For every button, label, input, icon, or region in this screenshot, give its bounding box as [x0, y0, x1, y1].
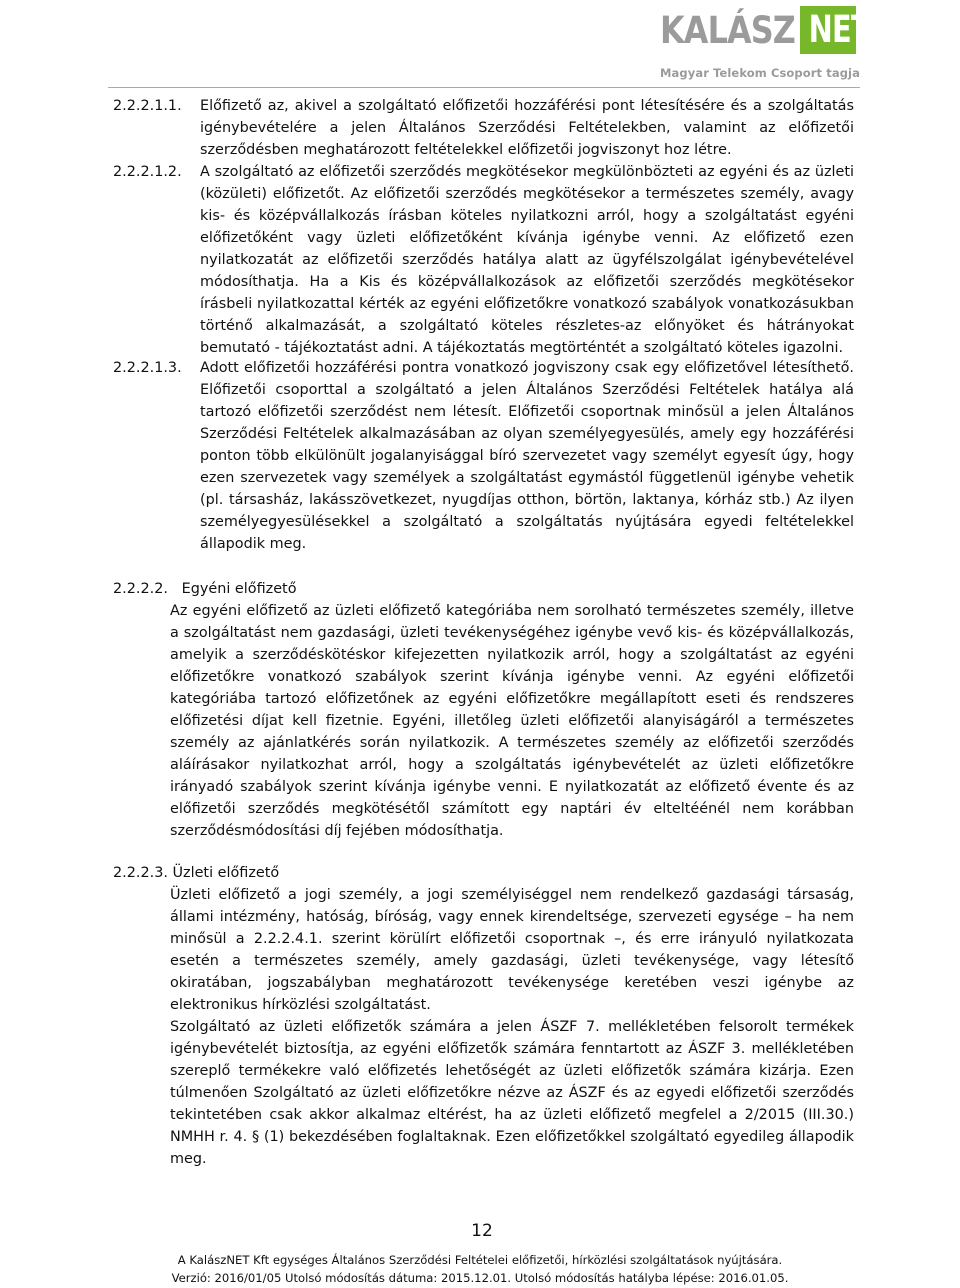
- header-divider: [108, 87, 860, 88]
- page-number: 12: [471, 1221, 493, 1241]
- footer-line-title: A KalászNET Kft egységes Általános Szerződési Feltételei előfizetői, hírközlési szolgáltatások nyújtására.: [177, 1253, 783, 1267]
- section-heading-uzleti: 2.2.2.3. Üzleti előfizető: [113, 865, 280, 881]
- section-number: 2.2.2.1.1.: [113, 98, 182, 114]
- logo-tagline: Magyar Telekom Csoport tagja: [660, 66, 860, 80]
- logo-net-label: NET: [808, 8, 870, 51]
- section-paragraph: Az egyéni előfizető az üzleti előfizető kategóriába nem sorolható természetes személy, illetve a szolgáltatást nem gazdasági, üzleti tevékenységéhez igénybe vevő kis- és középvállalkozás, amelyik a szerződéskötéskor kifejezetten nyilatkozik arról, hogy a szolgáltatást az egyéni előfizetőkre vonatkozó szabályok szerint kívánja igénybe venni. Az egyéni előfizetői kategóriába tartozó előfizetőnek az egyéni előfizetőkre megállapított eseti és rendszeres előfizetési díjat kell fizetnie. Egyéni, illetőleg üzleti előfizetői alanyiságáról a természetes személy az ajánlatkérés során nyilatkozik. A természetes személy az előfizetői szerződés aláírásakor nyilatkozhat arról, hogy a szolgáltatás igénybevételét az üzleti előfizetőkre irányadó szabályok szerint kívánja igénybe venni. E nyilatkozatát az előfizető évente és az előfizetői szerződés megkötésétől számított egy naptári év elteltéénél nem korábban szerződésmódosítási díj fejében módosíthatja.: [170, 603, 854, 839]
- section-paragraph: A szolgáltató az előfizetői szerződés megkötésekor megkülönbözteti az egyéni és az üzleti (közületi) előfizetőt. Az előfizetői szerződés megkötésekor a természetes személy, avagy kis- és középvállalkozás írásban köteles nyilatkozni arról, hogy a szolgáltatást egyéni előfizetőként vagy üzleti előfizetőként kívánja igénybe venni. Az előfizető ezen nyilatkozatát az előfizetői szerződés hatálya alatt az ügyfélszolgálat igénybevételével módosíthatja. Ha a Kis és középvállalkozások az előfizetői szerződés megkötésekor írásbeli nyilatkozattal kérték az egyéni előfizetőkre vonatkozó szabályok vonatkozásukban történő alkalmazását, a szolgáltató köteles részletes-az előnyöket és hátrányokat bemutató - tájékoztatást adni. A tájékoztatás megtörténtét a szolgáltató köteles igazolni.: [200, 164, 854, 356]
- logo-word-net: [800, 6, 870, 54]
- section-paragraph: Előfizető az, akivel a szolgáltató előfizetői hozzáférési pont létesítésére és a szolgáltatás igénybevételére a jelen Általános Szerződési Feltételekben, valamint az előfizetői szerződésben meghatározott feltételekkel előfizetői jogviszonyt hoz létre.: [200, 98, 854, 158]
- logo-word-kalasz: KALÁSZ: [660, 9, 796, 52]
- section-paragraph: Szolgáltató az üzleti előfizetők számára a jelen ÁSZF 7. mellékletében felsorolt termékek igénybevételét biztosítja, az egyéni előfizetők számára fenntartott az ÁSZF 3. mellékletében szereplő termékekre való előfizetés lehetőségét az üzleti előfizetők számára kizárja. Ezen túlmenően Szolgáltató az üzleti előfizetőkre nézve az ÁSZF és az egyedi előfizetői szerződés tekintetében csak akkor alkalmaz eltérést, ha az üzleti előfizető megfelel a 2/2015 (III.30.) NMHH r. 4. § (1) bekezdésében foglaltaknak. Ezen előfizetőkkel szolgáltató egyedileg állapodik meg.: [170, 1019, 854, 1167]
- section-paragraph: Üzleti előfizető a jogi személy, a jogi személyiséggel nem rendelkező gazdasági társaság, állami intézmény, hatóság, bíróság, vagy ennek kirendeltsége, szervezeti egysége – ha nem minősül a 2.2.2.4.1. szerint körülírt előfizetői csoportnak –, és erre irányuló nyilatkozata esetén a természetes személy, amely gazdasági, üzleti tevékenysége, vagy létesítő okiratában, jogszabályban meghatározott tevékenysége keretében veszi igénybe az elektronikus hírközlési szolgáltatást.: [170, 887, 854, 1013]
- section-paragraph: Adott előfizetői hozzáférési pontra vonatkozó jogviszony csak egy előfizetővel létesíthető. Előfizetői csoporttal a szolgáltató a jelen Általános Szerződési Feltételek hatálya alá tartozó előfizetői szerződést nem létesít. Előfizetői csoportnak minősül a jelen Általános Szerződési Feltételek alkalmazásában az olyan személyegyesülés, amely egy hozzáférési ponton több elkülönült jogalanyisággal bíró szervezetet vagy személyt egyesít úgy, hogy ezen szervezetek vagy személyek a szolgáltatást egymástól függetlenül igénybe vehetik (pl. társasház, lakásszövetkezet, nyugdíjas otthon, börtön, laktanya, kórház stb.) Az ilyen személyegyesülésekkel a szolgáltató a szolgáltatás nyújtására egyedi feltételekkel állapodik meg.: [200, 360, 854, 552]
- section-heading-egyeni: 2.2.2.2. Egyéni előfizető: [113, 581, 297, 597]
- footer-line-version: Verzió: 2016/01/05 Utolsó módosítás dátuma: 2015.12.01. Utolsó módosítás hatályba lépése: 2016.01.05.: [171, 1271, 789, 1285]
- kalasznet-logo: [658, 6, 870, 84]
- section-number: 2.2.2.1.2.: [113, 164, 182, 180]
- section-number: 2.2.2.1.3.: [113, 360, 182, 376]
- logo-wordmark: [658, 6, 870, 56]
